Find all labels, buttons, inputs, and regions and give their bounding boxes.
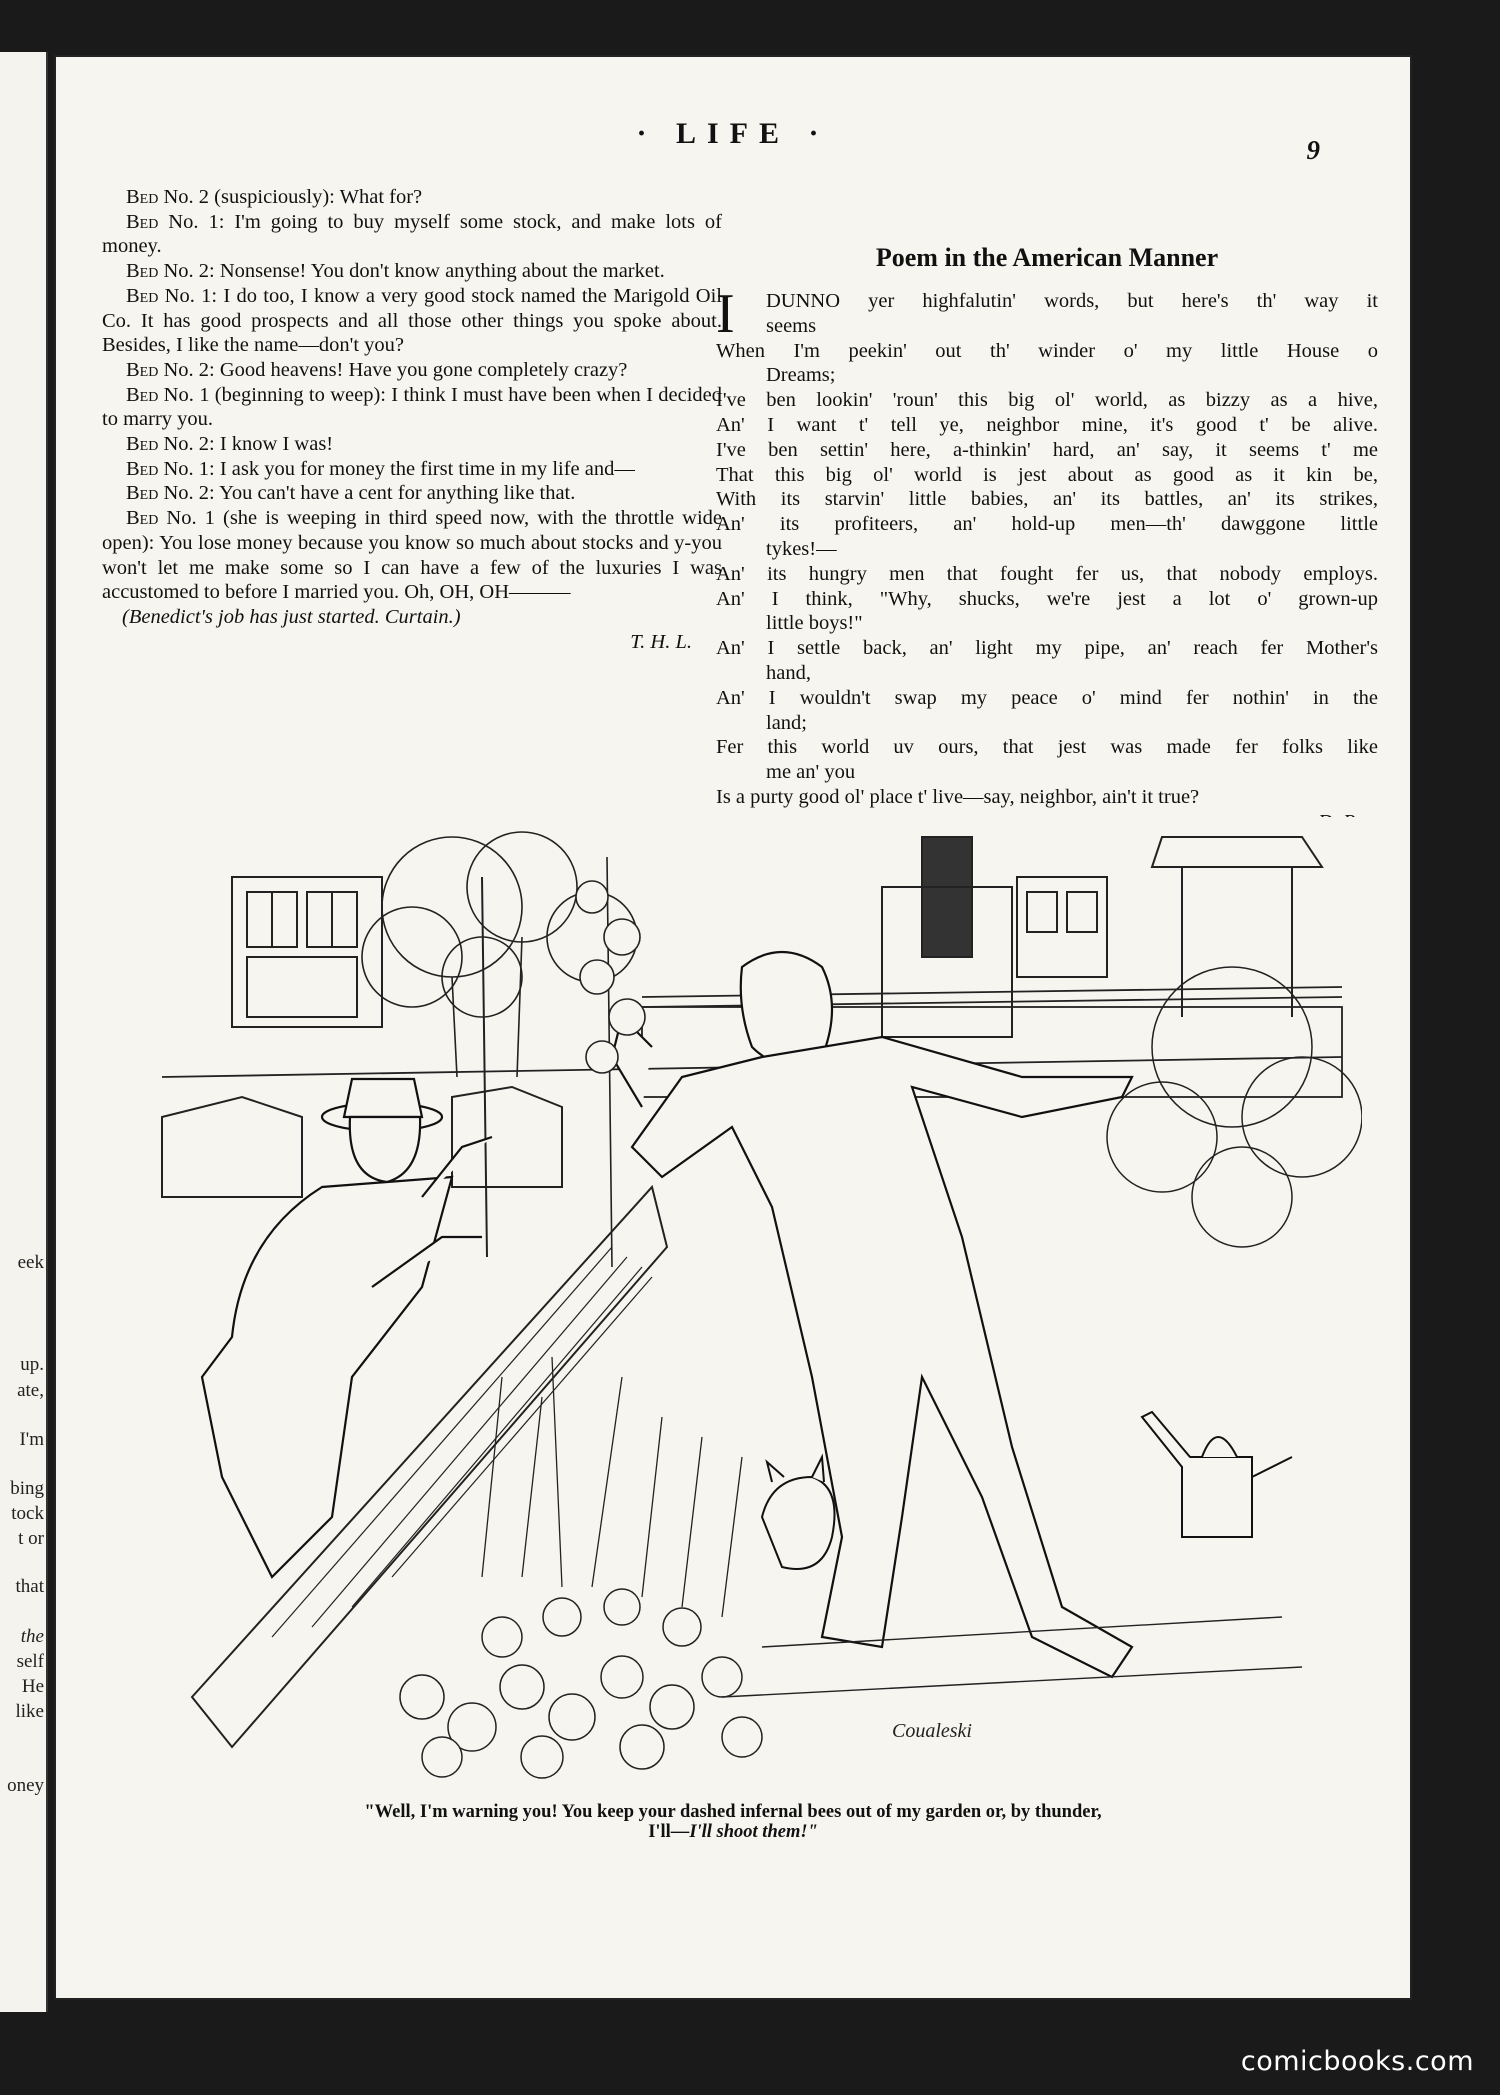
poem-line-text: With its starvin' little babies, an' its battles, an' its strikes, — [716, 488, 1378, 511]
poem-line-text: An' I wouldn't swap my peace o' mind fer nothin' in the — [716, 686, 1378, 709]
caption-plain: I'll— — [648, 1822, 690, 1842]
poem-line-text: hand, — [766, 661, 811, 684]
caption-italic: I'll shoot them!" — [689, 1822, 818, 1842]
poem-line — [716, 611, 1378, 636]
speaker-label: Bed — [126, 186, 159, 208]
poem-line — [716, 636, 1378, 661]
dialogue-text: No. 1 (she is weeping in third speed now, with the throttle wide open): You lose money because you know so much about stocks and y-you won't let me make some so I can have a few of the luxuries I was accustomed to before I married you. Oh, OH, OH——— — [102, 507, 722, 604]
caption-line-1: "Well, I'm warning you! You keep your dashed infernal bees out of my garden or, by thunder, — [364, 1802, 1102, 1822]
prev-fragment: I'm — [19, 1429, 44, 1450]
prev-fragment: that — [15, 1576, 44, 1597]
prev-fragment: self — [16, 1651, 44, 1672]
illustration-caption — [196, 1802, 1270, 1842]
poem-line — [716, 487, 1378, 512]
dialogue-text: No. 2: You can't have a cent for anything like that. — [158, 482, 576, 505]
poem-line-text: An' its hungry men that fought fer us, that nobody employs. — [716, 562, 1378, 585]
dialogue-text: No. 1: I ask you for money the first time in my life and— — [158, 457, 635, 480]
magazine-page — [54, 55, 1412, 2000]
dialogue-line — [102, 383, 722, 432]
speaker-label: Bed — [126, 284, 159, 307]
poem-line — [716, 463, 1378, 488]
dialogue-signature: T. H. L. — [630, 630, 692, 653]
poem-line-text: An' I think, "Why, shucks, we're jest a lot o' grown-up — [716, 587, 1378, 610]
previous-page-edge — [0, 52, 48, 2012]
site-watermark: comicbooks.com — [1240, 2046, 1474, 2077]
poem-line — [716, 537, 1378, 562]
speaker-label: Bed — [126, 260, 159, 283]
prev-fragment: eek — [17, 1252, 44, 1273]
dialogue-text: No. 2: I know I was! — [158, 433, 334, 456]
dialogue-column — [102, 185, 722, 654]
poem-line-text: When I'm peekin' out th' winder o' my little House o — [716, 339, 1378, 362]
poem-line-text: Fer this world uv ours, that jest was made fer folks like — [716, 736, 1378, 759]
dialogue-line — [102, 358, 722, 383]
speaker-label: Bed — [126, 457, 159, 480]
poem-line — [716, 512, 1378, 537]
speaker-label: Bed — [126, 358, 159, 381]
poem-line-text: seems — [766, 314, 817, 337]
prev-fragment: the — [20, 1626, 44, 1647]
poem-line-text: An' its profiteers, an' hold-up men—th' dawggone little — [716, 513, 1378, 536]
dialogue-text: No. 2: Good heavens! Have you gone completely crazy? — [158, 358, 628, 381]
speaker-label: Bed — [126, 383, 159, 406]
poem-line-text: me an' you — [766, 761, 856, 784]
poem-line — [716, 587, 1378, 612]
poem-line-text: An' I want t' tell ye, neighbor mine, it's good t' be alive. — [716, 413, 1378, 436]
running-header: · LIFE · — [636, 117, 830, 150]
dialogue-text: No. 2 (suspiciously): What for? — [158, 186, 423, 208]
dialogue-line — [102, 210, 722, 259]
poem-line-text: tykes!— — [766, 537, 837, 560]
poem-line — [716, 438, 1378, 463]
poem-line — [716, 735, 1378, 760]
artist-signature: Coualeski — [892, 1720, 972, 1742]
poem-line — [716, 562, 1378, 587]
poem-line — [716, 785, 1378, 810]
speaker-label: Bed — [126, 210, 159, 233]
poem-line-text: land; — [766, 711, 807, 734]
dialogue-line — [102, 506, 722, 605]
prev-fragment: bing — [10, 1478, 44, 1499]
poem-line — [716, 388, 1378, 413]
prev-fragment: up. — [20, 1354, 44, 1375]
poem-line-text: Is a purty good ol' place t' live—say, neighbor, ain't it true? — [716, 785, 1200, 808]
prev-fragment: t or — [18, 1528, 44, 1549]
poem-line — [716, 686, 1378, 711]
speaker-label: Bed — [126, 482, 159, 505]
dialogue-line — [102, 259, 722, 284]
poem-line — [716, 339, 1378, 364]
prev-fragment: He — [21, 1676, 44, 1697]
caption-line-2 — [196, 1822, 1270, 1842]
drop-cap: I — [716, 283, 735, 345]
poem-line — [716, 760, 1378, 785]
poem-line-text: DUNNO yer highfalutin' words, but here's th' way it — [766, 290, 1378, 312]
poem-line-text: I've ben lookin' 'roun' this big ol' world, as bizzy as a hive, — [716, 389, 1378, 412]
speaker-label: Bed — [126, 507, 159, 530]
poem-body — [716, 283, 1378, 835]
dialogue-line — [102, 284, 722, 358]
dialogue-text: No. 2: Nonsense! You don't know anything about the market. — [158, 260, 665, 283]
poem-line — [716, 314, 1378, 339]
prev-fragment: like — [15, 1701, 44, 1722]
dialogue-text: No. 1: I do too, I know a very good stock named the Marigold Oil Co. It has good prospects and all those other things you spoke about. Besides, I like the name—don't you? — [102, 284, 722, 357]
poem-line-text: That this big ol' world is jest about as good as it kin be, — [716, 463, 1378, 486]
dialogue-line — [102, 481, 722, 506]
poem-title: Poem in the American Manner — [875, 243, 1219, 272]
page-number: 9 — [1306, 135, 1320, 165]
dialogue-text: No. 1 (beginning to weep): I think I must have been when I decided to marry you. — [102, 383, 722, 431]
poem-line — [716, 363, 1378, 388]
dialogue-line — [102, 185, 722, 210]
poem-line-text: I've ben settin' here, a-thinkin' hard, an' say, it seems t' me — [716, 438, 1378, 461]
poem-line-text: An' I settle back, an' light my pipe, an' reach fer Mother's — [716, 637, 1378, 660]
garden-illustration — [122, 817, 1362, 1807]
prev-fragment: tock — [11, 1503, 44, 1524]
prev-fragment: oney — [7, 1775, 44, 1796]
dialogue-line — [102, 457, 722, 482]
dialogue-text: No. 1: I'm going to buy myself some stock, and make lots of money. — [102, 210, 722, 258]
poem-line-text: little boys!" — [766, 612, 863, 635]
dialogue-line — [102, 432, 722, 457]
poem-line — [716, 413, 1378, 438]
prev-fragment: ate, — [17, 1380, 44, 1401]
speaker-label: Bed — [126, 433, 159, 456]
poem-line-text: Dreams; — [766, 364, 836, 387]
stage-direction: (Benedict's job has just started. Curtain.) — [122, 605, 461, 628]
poem-line — [716, 661, 1378, 686]
poem-line — [716, 711, 1378, 736]
